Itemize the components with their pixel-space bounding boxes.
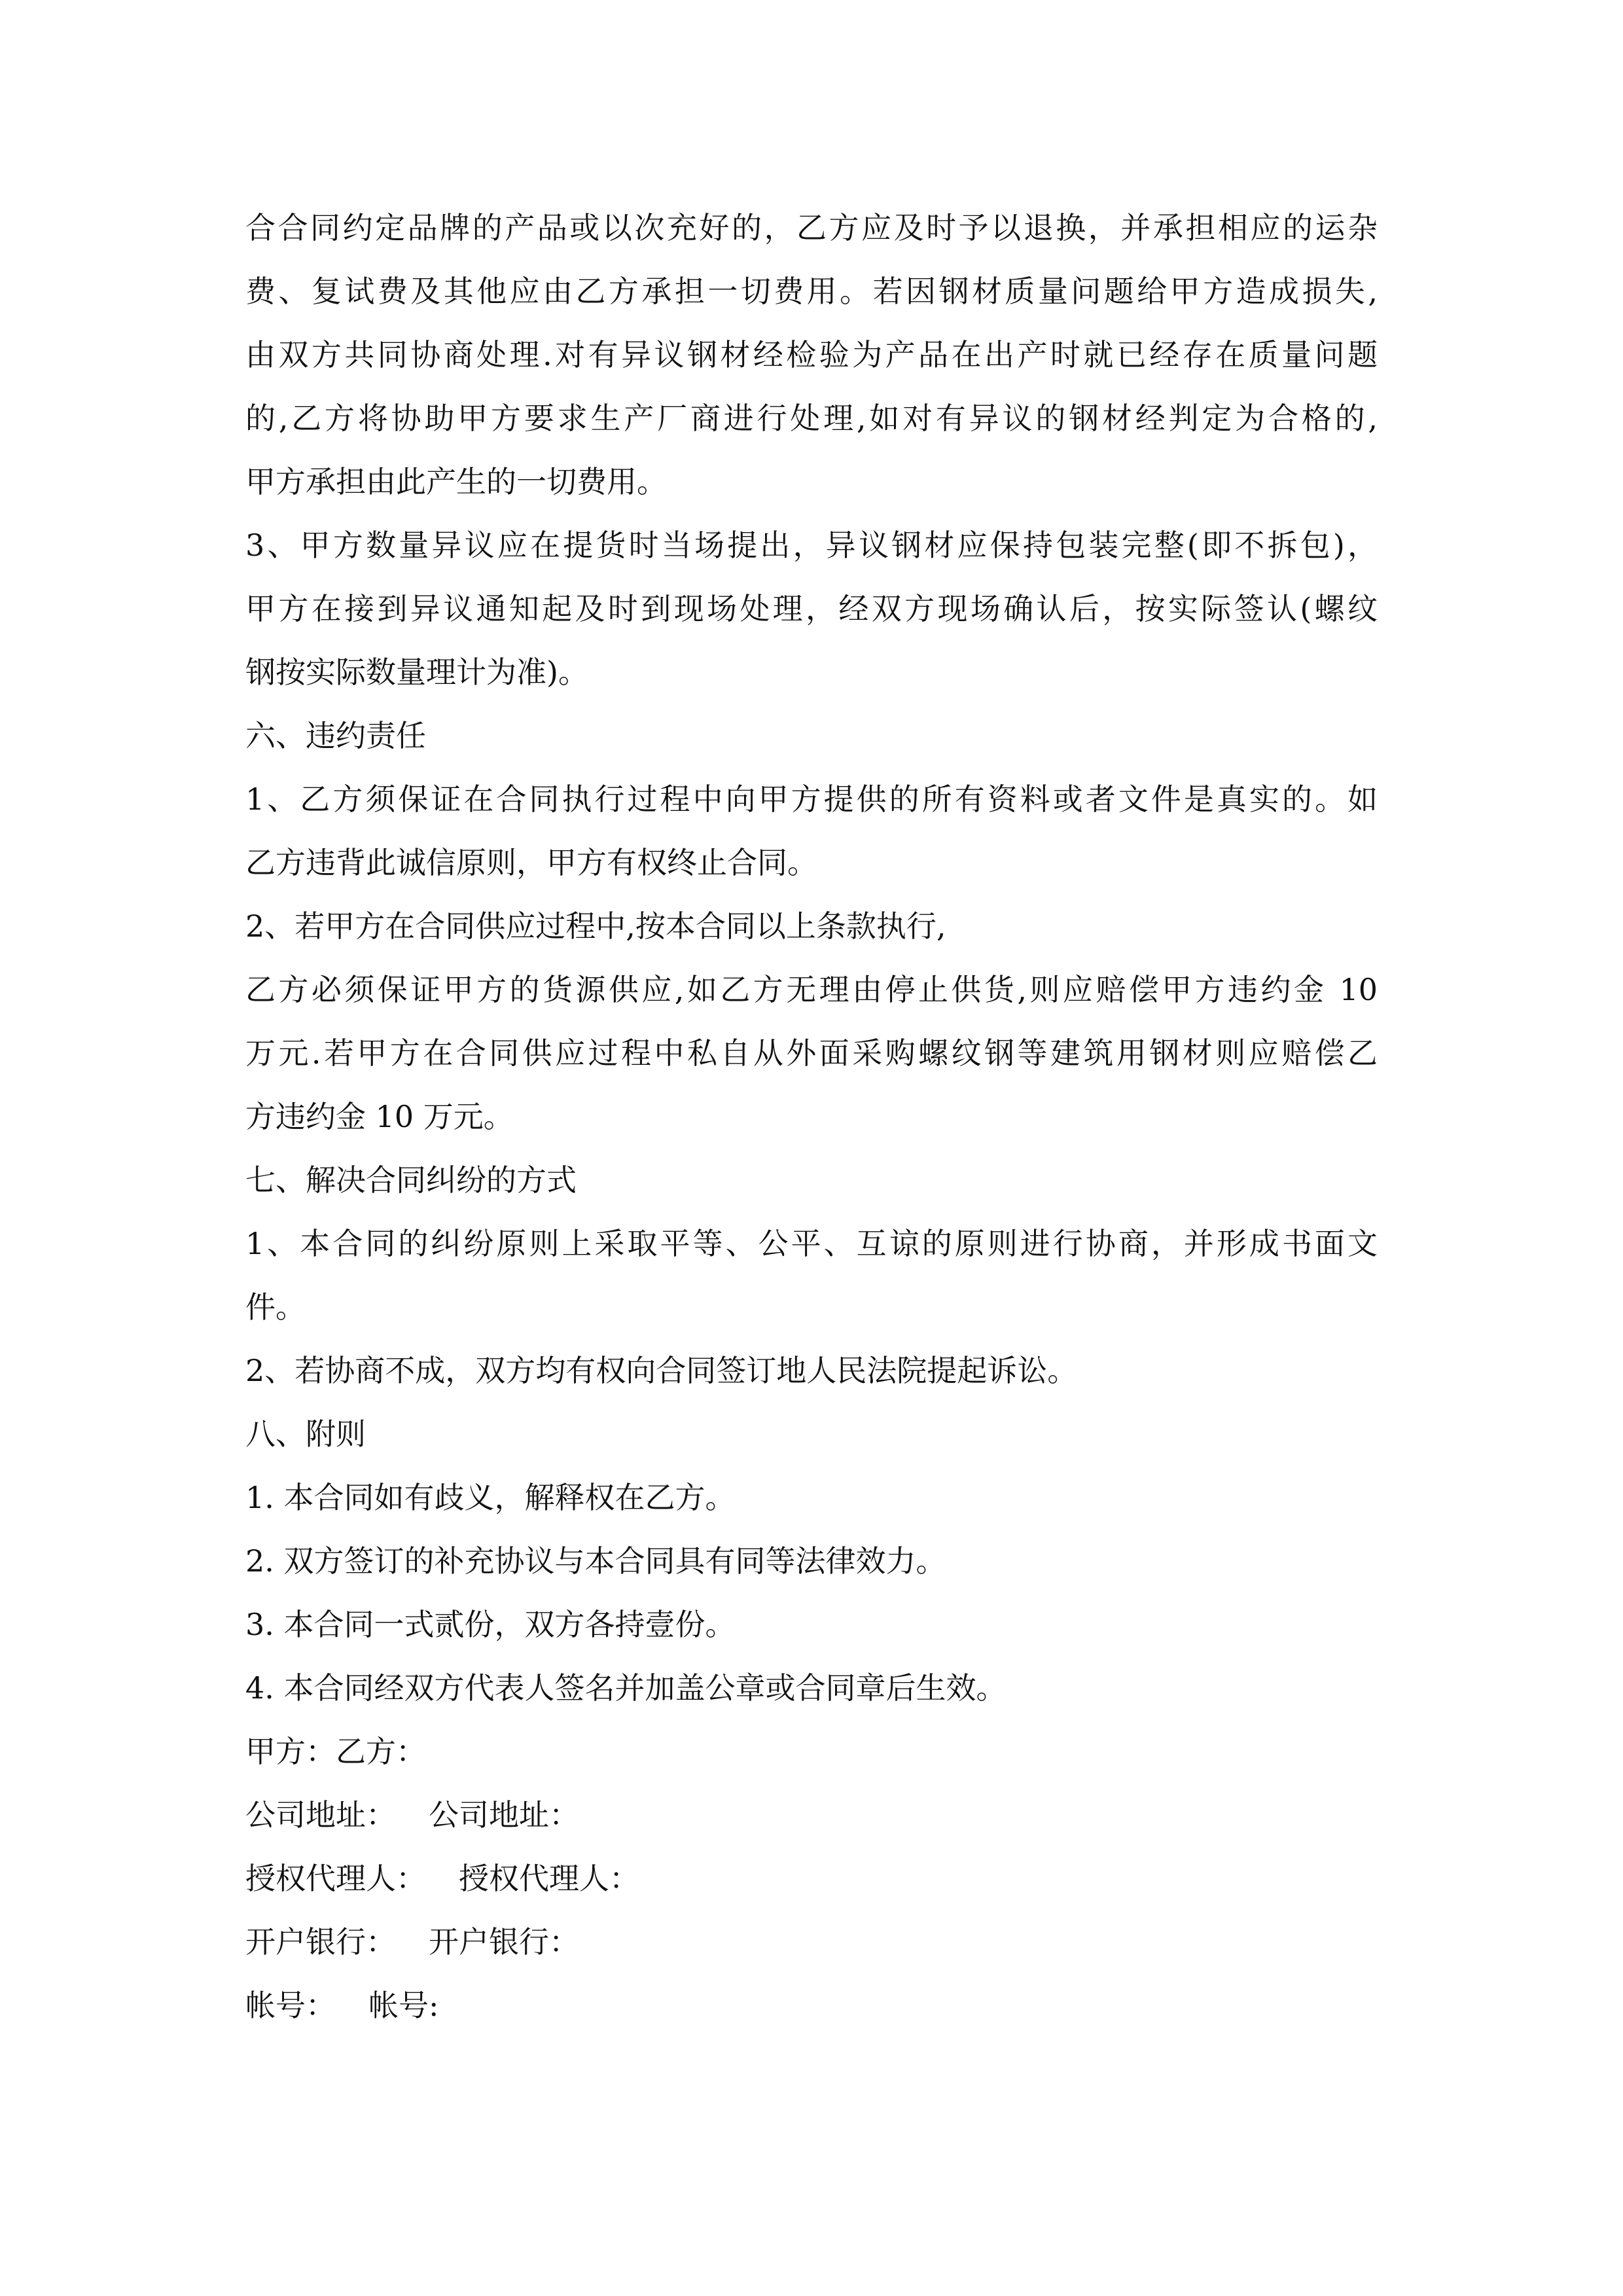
text-line: 件。 [245, 1289, 306, 1325]
text-line: 合合同约定品牌的产品或以次充好的，乙方应及时予以退换，并承担相应的运杂 [245, 210, 1378, 245]
clause-7-1 [245, 1212, 1378, 1339]
signature-agent-row [245, 1847, 1378, 1910]
signature-address-row [245, 1784, 1378, 1847]
text-line: 1、乙方须保证在合同执行过程中向甲方提供的所有资料或者文件是真实的。如 [245, 781, 1378, 817]
section-heading-appendix: 八、附则 [245, 1416, 366, 1452]
clause-6-2 [245, 895, 1378, 1149]
text-line: 3、甲方数量异议应在提货时当场提出，异议钢材应保持包装完整(即不拆包)， [245, 528, 1378, 563]
signature-account-row [245, 1974, 1378, 2037]
party-a-agent-label: 授权代理人： [245, 1861, 426, 1896]
party-a-address-label: 公司地址： [245, 1797, 396, 1833]
text-line: 1、本合同的纠纷原则上采取平等、公平、互谅的原则进行协商，并形成书面文 [245, 1226, 1378, 1261]
list-item: 2. 双方签订的补充协议与本合同具有同等法律效力。 [245, 1543, 946, 1579]
signature-block [245, 1720, 1378, 2037]
signature-parties: 甲方：乙方： [245, 1734, 426, 1769]
clause-5-3 [245, 514, 1378, 704]
party-b-agent-label: 授权代理人： [459, 1861, 639, 1896]
text-line: 乙方必须保证甲方的货源供应,如乙方无理由停止供货,则应赔偿甲方违约金 10 [245, 972, 1378, 1007]
text-line: 甲方在接到异议通知起及时到现场处理，经双方现场确认后，按实际签认(螺纹 [245, 591, 1378, 626]
section-heading-disputes: 七、解决合同纠纷的方式 [245, 1162, 577, 1198]
party-a-account-label: 帐号： [245, 1988, 336, 2023]
section-heading-liability: 六、违约责任 [245, 718, 426, 753]
party-b-address-label: 公司地址： [429, 1797, 579, 1833]
clause-7-2: 2、若协商不成，双方均有权向合同签订地人民法院提起诉讼。 [245, 1353, 1078, 1388]
list-item: 4. 本合同经双方代表人签名并加盖公章或合同章后生效。 [245, 1670, 1007, 1706]
text-line: 2、若甲方在合同供应过程中,按本合同以上条款执行, [245, 908, 946, 944]
text-line: 由双方共同协商处理.对有异议钢材经检验为产品在出产时就已经存在质量问题 [245, 337, 1378, 372]
party-b-bank-label: 开户银行： [429, 1924, 579, 1960]
signature-bank-row [245, 1910, 1378, 1974]
text-line: 乙方违背此诚信原则，甲方有权终止合同。 [245, 845, 817, 880]
text-line: 甲方承担由此产生的一切费用。 [245, 464, 667, 499]
appendix-list [245, 1466, 1378, 1720]
party-a-bank-label: 开户银行： [245, 1924, 396, 1960]
document-body [245, 196, 1378, 2037]
list-item: 3. 本合同一式贰份，双方各持壹份。 [245, 1607, 736, 1642]
text-line: 钢按实际数量理计为准)。 [245, 655, 588, 690]
text-line: 方违约金 10 万元。 [245, 1099, 514, 1134]
text-line: 的,乙方将协助甲方要求生产厂商进行处理,如对有异议的钢材经判定为合格的, [245, 401, 1378, 436]
party-b-account-label: 帐号: [368, 1988, 439, 2023]
clause-5-2 [245, 196, 1378, 514]
list-item: 1. 本合同如有歧义，解释权在乙方。 [245, 1480, 736, 1515]
text-line: 费、复试费及其他应由乙方承担一切费用。若因钢材质量问题给甲方造成损失, [245, 274, 1378, 309]
clause-6-1 [245, 768, 1378, 895]
text-line: 万元.若甲方在合同供应过程中私自从外面采购螺纹钢等建筑用钢材则应赔偿乙 [245, 1035, 1378, 1071]
